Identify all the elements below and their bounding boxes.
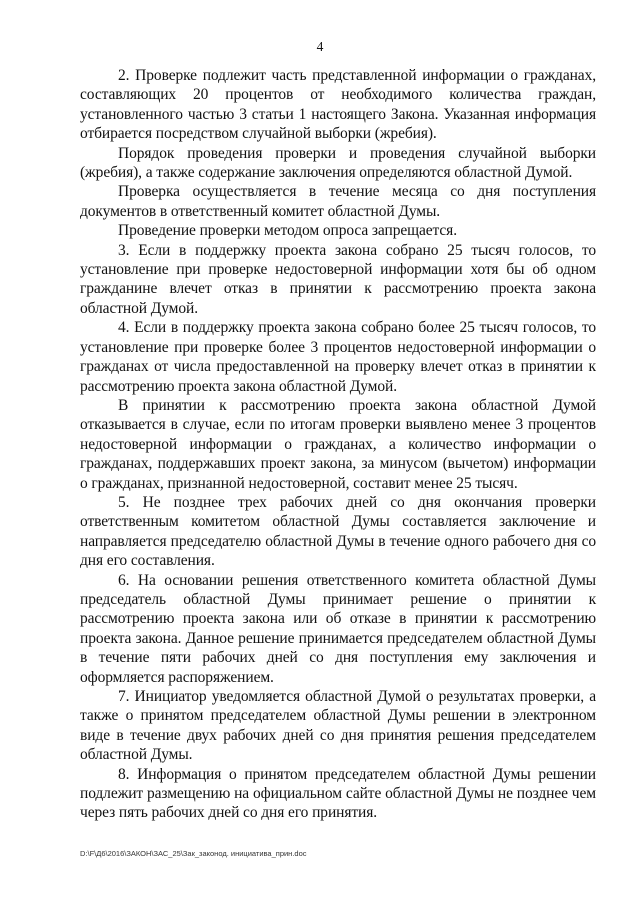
paragraph-item-2: 2. Проверке подлежит часть представленной информации о гражданах, составляющих 20 процентов от необходимого количества граждан, установленного частью 3 статьи 1 настоящего Закона. Указанная информация отбирается посредством случайной выборки (жребия). — [80, 67, 596, 143]
paragraph-item-6: 6. На основании решения ответственного комитета областной Думы председатель областной Думы принимает решение о принятии к рассмотрению проекта закона или об отказе в принятии к рассмотрению проекта закона. Данное решение принимается председателем областной Думы в течение пяти рабочих дней со дня поступления ему заключения и оформляется распоряжением. — [80, 571, 596, 686]
paragraph-item-8: 8. Информация о принятом председателем областной Думы решении подлежит размещению на официальном сайте областной Думы не позднее чем через пять рабочих дней со дня его принятия. — [80, 765, 596, 822]
document-body — [80, 66, 596, 823]
paragraph-check-period: Проверка осуществляется в течение месяца со дня поступления документов в ответственный комитет областной Думы. — [80, 183, 596, 220]
paragraph-survey-prohibited: Проведение проверки методом опроса запрещается. — [118, 222, 457, 240]
paragraph-refusal-condition: В принятии к рассмотрению проекта закона областной Думой отказывается в случае, если по итогам проверки выявлено менее 3 процентов недостоверной информации о гражданах, а количество информации о гражданах, поддержавших проект закона, за минусом (вычетом) информации о гражданах, признанной недостоверной, составит менее 25 тысяч. — [80, 396, 596, 492]
paragraph-item-4: 4. Если в поддержку проекта закона собрано более 25 тысяч голосов, то установление при проверке более 3 процентов недостоверной информации о гражданах от числа предоставленной на проверку влечет отказ в принятии к рассмотрению проекта закона областной Думой. — [80, 319, 596, 395]
file-path-footer: D:\F\Д6\2016\ЗАКОН\ЗАС_25\Зак_законод. инициатива_прин.doc — [80, 849, 307, 858]
paragraph-item-3: 3. Если в поддержку проекта закона собрано 25 тысяч голосов, то установление при проверке недостоверной информации хотя бы об одном гражданине влечет отказ в принятии к рассмотрению проекта закона областной Думой. — [80, 241, 596, 317]
paragraph-lottery-procedure: Порядок проведения проверки и проведения случайной выборки (жребия), а также содержание заключения определяются областной Думой. — [80, 144, 596, 182]
page-number: 4 — [316, 39, 324, 54]
paragraph-item-7: 7. Инициатор уведомляется областной Думой о результатах проверки, а также о принятом председателем областной Думы решении в электронном виде в течение двух рабочих дней со дня принятия решения председателем областной Думы. — [80, 688, 596, 764]
paragraph-item-5: 5. Не позднее трех рабочих дней со дня окончания проверки ответственным комитетом областной Думы составляется заключение и направляется председателю областной Думы в течение одного рабочего дня со дня его составления. — [80, 493, 596, 570]
